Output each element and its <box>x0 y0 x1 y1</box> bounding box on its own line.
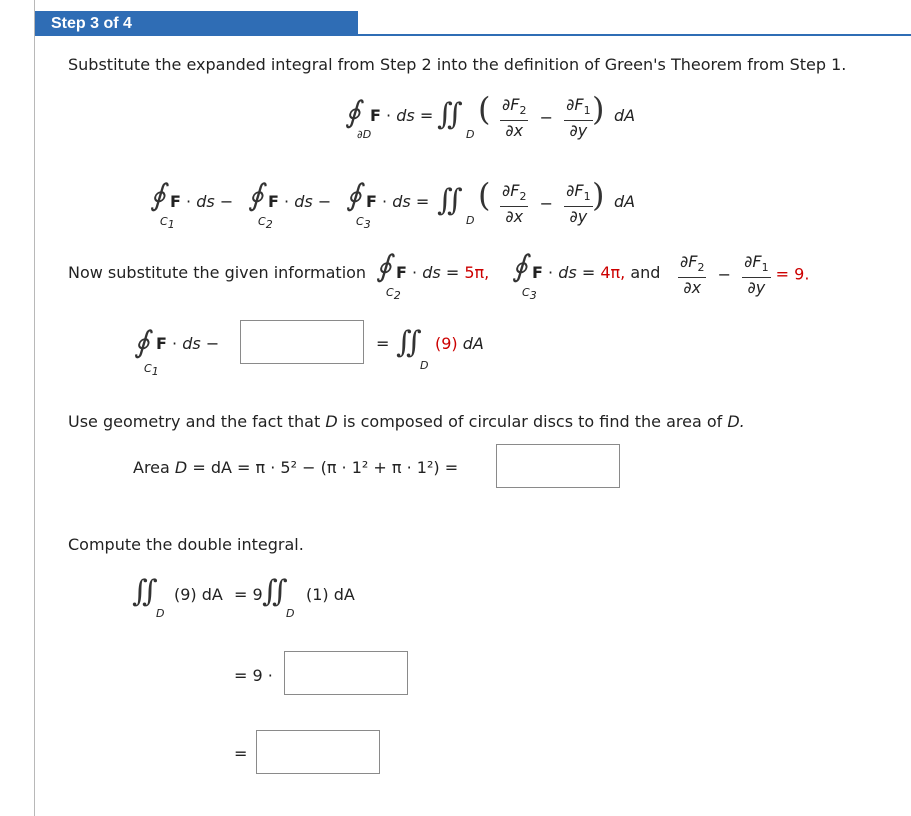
eq2-term2: F · ds − <box>268 192 332 211</box>
double-integral-symbol: ∬ <box>132 574 158 609</box>
region-subscript: D <box>466 214 475 227</box>
header-rule <box>358 34 911 36</box>
area-input[interactable] <box>496 444 620 488</box>
contour-integral-symbol: ∮ <box>512 249 528 284</box>
given-c2: F · ds = 5π, <box>396 263 490 282</box>
step-panel <box>34 0 911 816</box>
compute-line2: = 9 · <box>234 666 273 685</box>
left-paren: ( <box>478 176 491 214</box>
c2-subscript: $C_2$ <box>386 286 401 303</box>
eq4-rhs: (9) dA <box>435 334 484 353</box>
double-integral-symbol: ∬ <box>437 97 463 132</box>
region-subscript: D <box>286 607 295 620</box>
boundary-subscript: ∂D <box>357 128 372 141</box>
compute-label: Compute the double integral. <box>68 535 304 554</box>
final-answer-input[interactable] <box>256 730 380 774</box>
contour-integral-symbol: ∮ <box>346 178 362 213</box>
greens-equation-2: ∮ <box>150 178 166 213</box>
region-subscript: D <box>466 128 475 141</box>
step-header: Step 3 of 4 <box>35 11 358 36</box>
area-expression: Area D = dA = π · 5² − (π · 1² + π · 1²) = <box>133 458 459 477</box>
greens-equation-1 <box>345 95 361 130</box>
eq1-fraction: $\frac{\partial F_2}{\partial x}$ − $\frac{\partial F_1}{\partial y}$ <box>502 95 591 141</box>
contour-integral-symbol: ∮ <box>345 95 361 130</box>
double-integral-input[interactable] <box>284 651 408 695</box>
compute-lhs: (9) dA <box>174 585 223 604</box>
eq1-integrand: F · ds = <box>370 106 434 125</box>
contour-integral-symbol: ∮ <box>134 325 150 360</box>
c1-subscript: $C_1$ <box>160 215 175 232</box>
c1-subscript: $C_1$ <box>144 362 159 379</box>
c3-subscript: $C_3$ <box>522 286 537 303</box>
answer-input-1[interactable] <box>240 320 364 364</box>
region-subscript: D <box>420 359 429 372</box>
double-integral-symbol: ∬ <box>396 325 422 360</box>
eq2-fraction: $\frac{\partial F_2}{\partial x}$ − $\frac{\partial F_1}{\partial y}$ <box>502 181 591 227</box>
given-c3: F · ds = 4π, and <box>532 263 661 282</box>
geometry-instruction: Use geometry and the fact that D is composed of circular discs to find the area of D. <box>68 412 745 431</box>
given-partials: $\frac{\partial F_2}{\partial x}$ − $\frac{\partial F_1}{\partial y}$ = 9. <box>680 252 810 298</box>
right-paren: ) <box>592 176 605 214</box>
double-integral-symbol: ∬ <box>262 574 288 609</box>
compute-equals: = 9 <box>234 585 263 604</box>
equals-sign: = <box>376 334 390 353</box>
right-paren: ) <box>592 90 605 128</box>
dA-label: dA <box>614 106 636 125</box>
compute-rhs: (1) dA <box>306 585 355 604</box>
instruction-text: Substitute the expanded integral from Step 2 into the definition of Green's Theorem from Step 1. <box>68 55 847 74</box>
c2-subscript: $C_2$ <box>258 215 273 232</box>
region-subscript: D <box>156 607 165 620</box>
given-info-label: Now substitute the given information <box>68 263 367 282</box>
contour-integral-symbol: ∮ <box>248 178 264 213</box>
double-integral-symbol: ∬ <box>437 183 463 218</box>
eq2-term3: F · ds = <box>366 192 430 211</box>
dA-label: dA <box>614 192 636 211</box>
compute-line3: = <box>234 744 248 763</box>
eq4-lhs: F · ds − <box>156 334 220 353</box>
c3-subscript: $C_3$ <box>356 215 371 232</box>
left-paren: ( <box>478 90 491 128</box>
contour-integral-symbol: ∮ <box>376 249 392 284</box>
eq2-term1: F · ds − <box>170 192 234 211</box>
